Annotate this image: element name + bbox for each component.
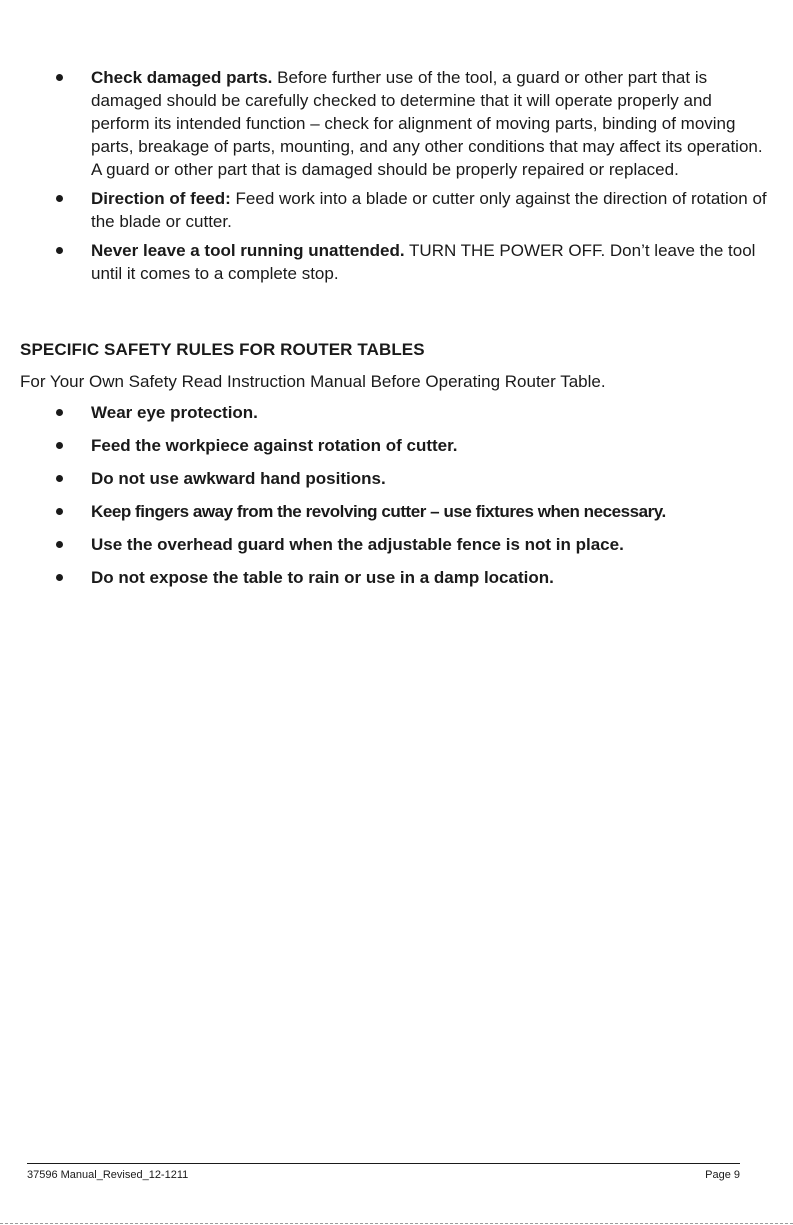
bullet-icon — [56, 409, 63, 416]
rule-text: Feed work into a blade or cutter only against the direction of rotation of the blade or cutter. — [91, 189, 767, 231]
router-rule-text: Wear eye protection. — [91, 403, 258, 422]
bullet-icon — [56, 442, 63, 449]
bullet-icon — [56, 195, 63, 202]
page-edge-divider — [0, 1223, 793, 1224]
router-rule-text: Do not use awkward hand positions. — [91, 469, 386, 488]
router-rule-text: Keep fingers away from the revolving cutter – use fixtures when necessary. — [91, 502, 666, 521]
rule-never-leave-tool-running — [0, 239, 793, 285]
general-safety-list — [0, 66, 793, 291]
router-safety-list — [0, 401, 793, 599]
bullet-icon — [56, 541, 63, 548]
rule-lead: Check damaged parts. — [91, 68, 273, 87]
bullet-icon — [56, 74, 63, 81]
bullet-icon — [56, 508, 63, 515]
router-rule-text: Do not expose the table to rain or use in a damp location. — [91, 568, 554, 587]
section-intro: For Your Own Safety Read Instruction Manual Before Operating Router Table. — [20, 372, 606, 391]
router-rule-eye-protection — [0, 401, 793, 424]
router-rule-hand-positions — [0, 467, 793, 490]
footer-document-id: 37596 Manual_Revised_12-1211 — [27, 1169, 189, 1181]
rule-lead: Never leave a tool running unattended. — [91, 241, 405, 260]
router-rule-no-rain — [0, 566, 793, 589]
rule-lead: Direction of feed: — [91, 189, 231, 208]
rule-text: Before further use of the tool, a guard or other part that is damaged should be carefully checked to determine that it will operate properly and perform its intended function – check for alignment of moving parts, binding of moving parts, breakage of parts, mounting, and any other conditions that may affect its operation. A guard or other part that is damaged should be properly repaired or replaced. — [91, 68, 763, 179]
router-rule-fingers-away — [0, 500, 793, 523]
section-heading: SPECIFIC SAFETY RULES FOR ROUTER TABLES — [20, 340, 425, 359]
rule-direction-of-feed — [0, 187, 793, 233]
router-rule-feed-direction — [0, 434, 793, 457]
bullet-icon — [56, 475, 63, 482]
rule-check-damaged-parts — [0, 66, 793, 181]
bullet-icon — [56, 574, 63, 581]
footer-page-number: Page 9 — [705, 1169, 740, 1181]
router-rule-overhead-guard — [0, 533, 793, 556]
router-rule-text: Use the overhead guard when the adjustable fence is not in place. — [91, 535, 624, 554]
footer-divider — [27, 1163, 740, 1164]
bullet-icon — [56, 247, 63, 254]
router-rule-text: Feed the workpiece against rotation of cutter. — [91, 436, 458, 455]
rule-text: TURN THE POWER OFF. Don’t leave the tool until it comes to a complete stop. — [91, 241, 756, 283]
